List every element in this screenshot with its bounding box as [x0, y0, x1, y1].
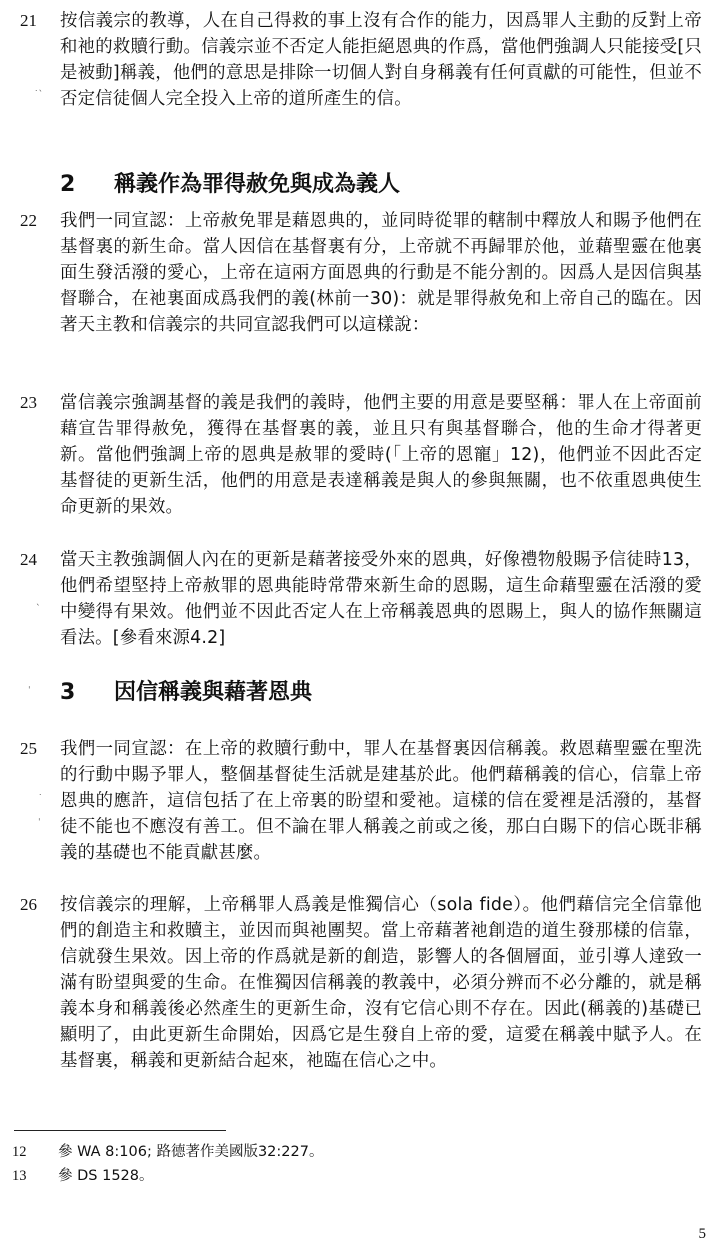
- paragraph-text: 當信義宗強調基督的義是我們的義時，他們主要的用意是要堅稱：罪人在上帝面前藉宣告罪得赦免，獲得在基督裏的義，並且只有與基督聯合，他的生命才得著更新。當他們強調上帝的恩典是赦罪的愛時(「上帝的恩寵」12)，他們並不因此否定基督徒的更新生活，他們的用意是表達稱義是與人的參與無關，也不依重恩典使生命更新的果效。: [60, 393, 702, 517]
- paragraph-number: 22: [20, 211, 37, 230]
- scan-speck: ˈ: [28, 686, 31, 696]
- paragraph-25: [20, 736, 706, 866]
- paragraph-text: 按信義宗的理解，上帝稱罪人爲義是惟獨信心（sola fide）。他們藉信完全信靠他們的創造主和救贖主，並因而與祂團契。當上帝藉著祂創造的道生發那樣的信靠，信就發生果效。因上帝的作爲就是新的創造，影響人的各個層面，並引導人達致一滿有盼望與愛的生命。在惟獨因信稱義的教義中，必須分辨而不必分離的，就是稱義本身和稱義後必然產生的更新生命，沒有它信心則不存在。因此(稱義的)基礎已顯明了，由此更新生命開始，因爲它是生發自上帝的愛，這愛在稱義中賦予人。在基督裏，稱義和更新結合起來，祂臨在信心之中。: [60, 895, 702, 1071]
- section-title: 稱義作為罪得赦免與成為義人: [114, 172, 401, 197]
- footnote-number: 13: [12, 1168, 27, 1184]
- scan-speck: ˈ: [38, 818, 41, 828]
- paragraph-text: 當天主教強調個人內在的更新是藉著接受外來的恩典，好像禮物般賜予信徒時13，他們希望堅持上帝赦罪的恩典能時常帶來新生命的恩賜，這生命藉聖靈在活潑的愛中變得有果效。他們並不因此否定人在上帝稱義恩典的恩賜上，與人的協作無關這看法。[參看來源4.2]: [60, 550, 702, 648]
- paragraph-22: [20, 208, 706, 338]
- paragraph-21: [20, 8, 706, 112]
- paragraph-number: 23: [20, 393, 37, 412]
- paragraph-number: 25: [20, 739, 37, 758]
- footnote-divider: [14, 1130, 226, 1131]
- paragraph-number: 26: [20, 895, 37, 914]
- footnote-12: [12, 1142, 612, 1162]
- paragraph-number: 24: [20, 550, 37, 569]
- footnote-text: 參 DS 1528。: [58, 1168, 154, 1184]
- paragraph-24: [20, 547, 706, 651]
- scan-speck: ˙ˋ: [34, 90, 43, 100]
- footnote-13: [12, 1166, 612, 1186]
- section-number: 3: [60, 680, 76, 705]
- paragraph-23: [20, 390, 706, 520]
- paragraph-text: 按信義宗的教導，人在自己得救的事上沒有合作的能力，因爲罪人主動的反對上帝和祂的救贖行動。信義宗並不否定人能拒絕恩典的作爲，當他們強調人只能接受[只是被動]稱義，他們的意思是排除一切個人對自身稱義有任何貢獻的可能性，但並不否定信徒個人完全投入上帝的道所產生的信。: [60, 11, 702, 109]
- paragraph-number: 21: [20, 11, 37, 30]
- paragraph-text: 我們一同宣認：在上帝的救贖行動中，罪人在基督裏因信稱義。救恩藉聖靈在聖洗的行動中賜予罪人，整個基督徒生活就是建基於此。他們藉稱義的信心，信靠上帝恩典的應許，這信包括了在上帝裏的盼望和愛祂。這樣的信在愛裡是活潑的，基督徒不能也不應沒有善工。但不論在罪人稱義之前或之後，那白白賜下的信心既非稱義的基礎也不能貢獻甚麼。: [60, 739, 702, 863]
- scan-speck: ˙: [38, 794, 43, 804]
- section-number: 2: [60, 172, 76, 197]
- scan-speck: ˋ: [36, 604, 41, 614]
- section-title: 因信稱義與藉著恩典: [114, 680, 313, 705]
- footnote-text: 參 WA 8:106; 路德著作美國版32:227。: [58, 1144, 324, 1160]
- paragraph-26: [20, 892, 706, 1074]
- section-heading-3: [60, 678, 700, 708]
- paragraph-text: 我們一同宣認：上帝赦免罪是藉恩典的，並同時從罪的轄制中釋放人和賜予他們在基督裏的新生命。當人因信在基督裏有分，上帝就不再歸罪於他，並藉聖靈在他裏面生發活潑的愛心，上帝在這兩方面恩典的行動是不能分割的。因爲人是因信與基督聯合，在祂裏面成爲我們的義(林前一30)：就是罪得赦免和上帝自己的臨在。因著天主教和信義宗的共同宣認我們可以這樣說：: [60, 211, 702, 335]
- page-number: 5: [698, 1226, 706, 1242]
- section-heading-2: [60, 170, 700, 200]
- footnote-number: 12: [12, 1144, 27, 1160]
